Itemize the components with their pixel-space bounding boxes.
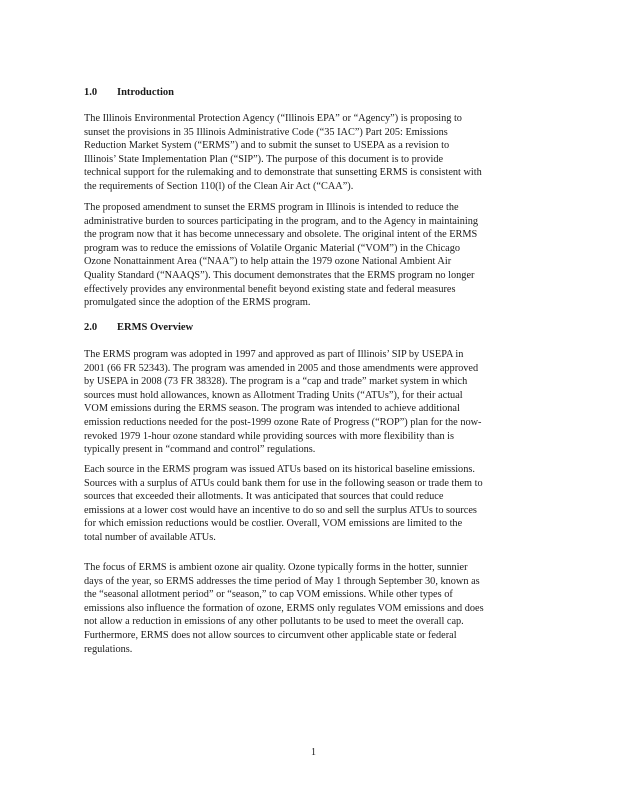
text-line: Each source in the ERMS program was issued ATUs based on its historical baseline emissions. — [84, 464, 475, 475]
text-line: The Illinois Environmental Protection Agency (“Illinois EPA” or “Agency”) is proposing to — [84, 113, 462, 124]
text-line: sources that exceeded their allotments. It was anticipated that sources that could reduce — [84, 491, 444, 503]
text-line: administrative burden to sources participating in the program, and to the Agency in maintaining — [84, 215, 479, 227]
text-line: program was to reduce the emissions of Volatile Organic Material (“VOM”) in the Chicago — [84, 242, 461, 254]
text-line: the program now that it has become unnecessary and obsolete. The original intent of the ERMS — [84, 229, 478, 241]
text-line: Ozone Nonattainment Area (“NAA”) to help attain the 1979 ozone National Ambient Air — [84, 256, 452, 268]
text-line: The proposed amendment to sunset the ERMS program in Illinois is intended to reduce the — [84, 202, 459, 213]
text-line: Furthermore, ERMS does not allow sources to circumvent other applicable state or federal — [84, 629, 457, 641]
paragraph-intro-amendment — [84, 201, 544, 310]
text-line: VOM emissions during the ERMS season. The program was intended to achieve additional — [84, 403, 460, 415]
text-line: for which emission reductions would be costlier. Overall, VOM emissions are limited to the — [84, 518, 463, 530]
section-heading-introduction — [84, 87, 174, 98]
text-line: Quality Standard (“NAAQS”). This document demonstrates that the ERMS program no longer — [84, 269, 475, 281]
page-number: 1 — [311, 747, 316, 758]
section-title: ERMS Overview — [117, 322, 194, 333]
text-line: Reduction Market System (“ERMS”) and to submit the sunset to USEPA as a revision to — [84, 140, 450, 152]
text-line: revoked 1979 1-hour ozone standard while providing sources with more flexibility than is — [84, 430, 455, 442]
text-line: Sources with a surplus of ATUs could bank them for use in the following season or trade them to — [84, 477, 483, 489]
text-line: regulations. — [84, 643, 133, 655]
section-number: 1.0 — [84, 87, 98, 98]
text-line: not allow a reduction in emissions of any other pollutants to be used to meet the overall cap. — [84, 616, 464, 628]
text-line: effectively provides any environmental benefit beyond existing state and federal measures — [84, 283, 456, 295]
paragraph-overview-focus — [84, 561, 544, 656]
section-title: Introduction — [117, 87, 174, 98]
text-line: total number of available ATUs. — [84, 531, 216, 543]
paragraph-overview-atus — [84, 463, 544, 545]
text-line: days of the year, so ERMS addresses the time period of May 1 through September 30, known as — [84, 575, 480, 587]
text-line: emission reductions needed for the post-1999 ozone Rate of Progress (“ROP”) plan for the now- — [84, 416, 482, 428]
text-line: sources must hold allowances, known as Allotment Trading Units (“ATUs”), for their actual — [84, 389, 463, 401]
text-line: emissions also influence the formation of ozone, ERMS only regulates VOM emissions and does — [84, 602, 484, 614]
text-line: the “seasonal allotment period” or “season,” to cap VOM emissions. While other types of — [84, 589, 453, 601]
text-line: promulgated since the adoption of the ERMS program. — [84, 297, 311, 309]
text-line: Illinois’ State Implementation Plan (“SIP”). The purpose of this document is to provide — [84, 153, 444, 165]
text-line: emissions at a lower cost would have an incentive to do so and sell the surplus ATUs to sources — [84, 504, 477, 516]
text-line: The focus of ERMS is ambient ozone air quality. Ozone typically forms in the hotter, sunnier — [84, 562, 468, 573]
text-line: typically present in “command and control” regulations. — [84, 444, 316, 456]
paragraph-intro-purpose — [84, 112, 544, 194]
section-number: 2.0 — [84, 322, 98, 333]
text-line: technical support for the rulemaking and to demonstrate that sunsetting ERMS is consistent with — [84, 167, 482, 179]
text-line: sunset the provisions in 35 Illinois Administrative Code (“35 IAC”) Part 205: Emissions — [84, 126, 448, 138]
text-line: The ERMS program was adopted in 1997 and approved as part of Illinois’ SIP by USEPA in — [84, 349, 464, 360]
text-line: the requirements of Section 110(l) of the Clean Air Act (“CAA”). — [84, 180, 354, 192]
text-line: 2001 (66 FR 52343). The program was amended in 2005 and those amendments were approved — [84, 362, 479, 374]
section-heading-erms-overview — [84, 322, 193, 333]
paragraph-overview-program — [84, 348, 544, 457]
text-line: by USEPA in 2008 (73 FR 38328). The program is a “cap and trade” market system in which — [84, 376, 468, 388]
